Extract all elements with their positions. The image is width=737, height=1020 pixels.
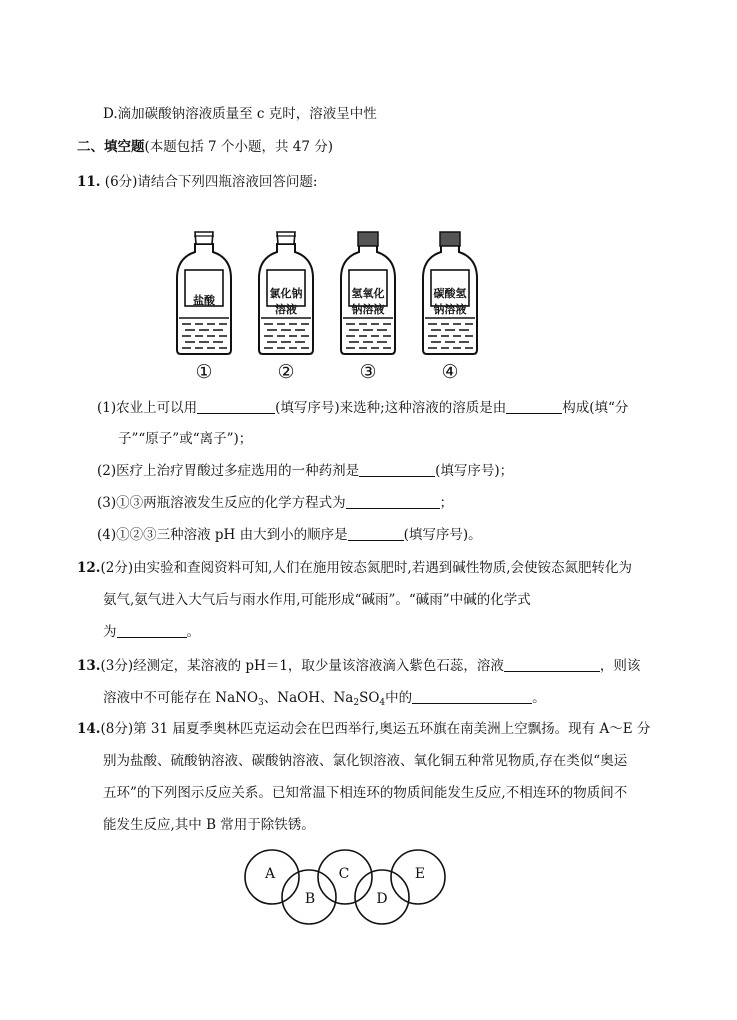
q13-line2-text-c: SO [359,690,380,706]
q13-subscript-1: 3 [258,698,264,708]
q11-sub2-blank[interactable] [359,462,435,477]
q11-sub1-text-a: (1)农业上可以用 [97,400,198,416]
bottle-2-label-line2: 溶液 [275,304,297,316]
ring-d-label: D [376,891,388,907]
glass-stopper-icon [277,232,295,244]
ring-b-label: B [304,891,316,907]
q13-line1 [77,656,640,676]
q11-sub1-text-c: 构成(填“分 [562,400,629,416]
bottle-2-label-line1: 氯化钠 [269,288,303,300]
q11-sub1-text-b: (填写序号)来选种;这种溶液的溶质是由 [275,400,507,416]
q14-number: 14. [77,721,101,737]
q13-subscript-2: 2 [353,698,360,708]
bottle-3-numeral: ③ [359,361,377,383]
q11-sub3-text-a: (3)①③两瓶溶液发生反应的化学方程式为 [97,495,346,511]
q12-number: 12. [77,560,101,576]
q12-line1 [77,558,632,578]
q11-sub1-blank-1[interactable] [197,399,275,414]
q13-line2-text-e: 。 [532,690,546,706]
q13-line1-text-a: (3分)经测定，某溶液的 pH＝1，取少量该溶液滴入紫色石蕊，溶液 [100,658,504,674]
q14-line1-text: (8分)第 31 届夏季奥林匹克运动会在巴西举行,奥运五环旗在南美洲上空飘扬。现有 A～E 分 [100,721,651,737]
bottle-1-numeral: ① [195,361,213,383]
bottle-3-label-line2: 钠溶液 [351,304,385,316]
ring-a-label: A [264,866,276,882]
bottle-1-label-line1: 盐酸 [193,295,215,307]
q11-sub1-blank-2[interactable] [506,399,562,414]
rubber-stopper-icon [358,232,378,246]
q11-sub2-text-b: (填写序号)； [435,463,514,479]
q11-sub3 [97,493,453,513]
section-note: (本题包括 7 个小题，共 47 分) [144,139,333,155]
q13-subscript-3: 4 [379,698,386,708]
q10-option-d: D.滴加碳酸钠溶液质量至 c 克时，溶液呈中性 [103,106,377,122]
q12-line3-text-b: 。 [186,624,200,640]
q14-line3: 五环”的下列图示反应关系。已知常温下相连环的物质间能发生反应,不相连环的物质间不 [103,785,628,801]
q11-sub1-line1 [97,398,628,418]
rubber-stopper-icon [440,232,460,246]
q12-blank[interactable] [117,623,187,638]
q11-sub2 [97,461,513,481]
q13-number: 13. [77,658,101,674]
bottle-4-label-line1: 碳酸氢 [433,288,467,300]
q13-line1-text-b: ，则该 [599,658,641,674]
q11-sub3-text-b: ； [439,495,454,511]
q11-sub4-text-b: (填写序号)。 [403,527,482,543]
q13-line2-text-d: 中的 [385,690,413,706]
q13-blank-1[interactable] [504,657,600,672]
q12-line1-text: (2分)由实验和查阅资料可知,人们在施用铵态氮肥时,若遇到碱性物质,会使铵态氮肥转化为 [100,560,632,576]
bottle-4-numeral: ④ [441,361,459,383]
bottle-3-label-line1: 氢氧化 [351,288,385,300]
q11-sub1-line2: 子”“原子”或“离子”)； [118,431,253,447]
q13-line2-text-a: 溶液中不可能存在 NaNO [103,690,259,706]
q13-blank-2[interactable] [412,689,532,704]
q11-sub4-text-a: (4)①②③三种溶液 pH 由大到小的顺序是 [97,527,348,543]
q12-line3 [103,622,200,642]
q14-line4: 能发生反应,其中 B 常用于除铁锈。 [103,817,315,833]
olympic-rings-diagram [245,850,445,924]
q11-number: 11. [77,174,101,190]
q11-sub3-blank[interactable] [346,494,440,509]
bottle-2-numeral: ② [277,361,295,383]
section-title: 二、填空题 [77,139,145,155]
q13-line2 [103,688,546,713]
glass-stopper-icon [195,232,213,244]
q11-sub4 [97,525,482,545]
q11-stem-text: (6分)请结合下列四瓶溶液回答问题: [104,174,318,190]
q14-line2: 别为盐酸、硫酸钠溶液、碳酸钠溶液、氯化钡溶液、氧化铜五种常见物质,存在类似“奥运 [103,753,628,769]
ring-c-label: C [338,866,350,882]
bottle-4-label-line2: 钠溶液 [433,304,467,316]
q13-line2-text-b: 、NaOH、Na [263,690,354,706]
q14-line1 [77,719,650,739]
q11-sub4-blank[interactable] [348,526,404,541]
q12-line2: 氨气,氨气进入大气后与雨水作用,可能形成“碱雨”。“碱雨”中碱的化学式 [103,592,531,608]
bottle-1 [177,232,231,354]
q12-line3-text-a: 为 [103,624,117,640]
q11-sub2-text-a: (2)医疗上治疗胃酸过多症选用的一种药剂是 [97,463,360,479]
ring-e-label: E [414,866,426,882]
